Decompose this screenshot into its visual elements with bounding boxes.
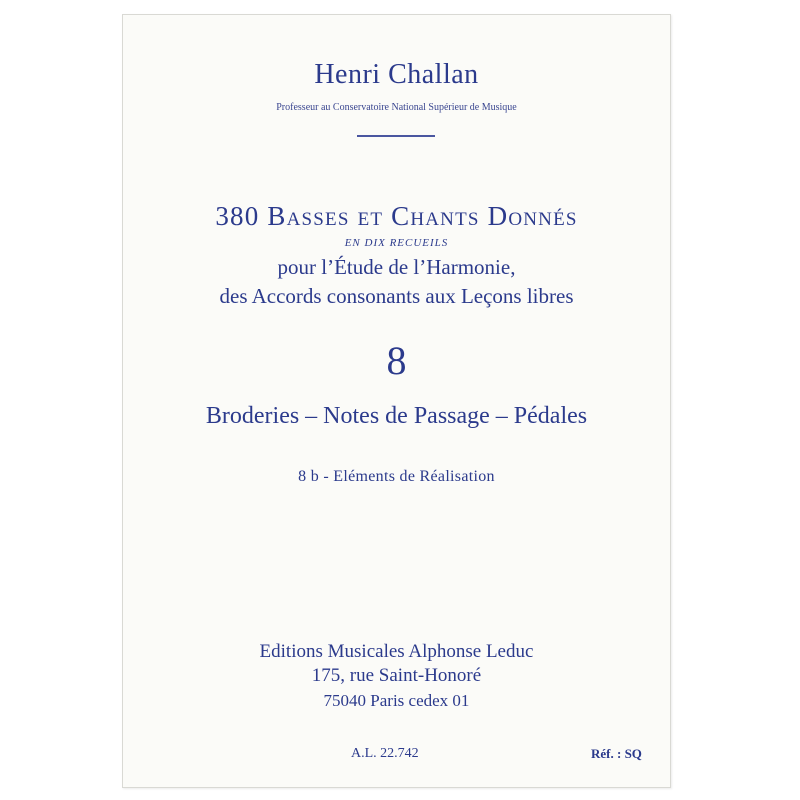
volume-number: 8 [386,338,407,383]
book-subtitle: EN DIX RECUEILS [344,237,449,249]
volume-topics: Broderies – Notes de Passage – Pédales [205,403,588,429]
score-cover [122,14,671,788]
reference-code: Réf. : SQ [591,746,642,761]
volume-part: 8 b - Eléments de Réalisation [298,468,495,485]
description-line-2: des Accords consonants aux Leçons libres [219,284,574,308]
description-line-1: pour l’Étude de l’Harmonie, [277,255,516,279]
catalog-number: A.L. 22.742 [351,746,419,761]
publisher-name: Editions Musicales Alphonse Leduc [259,641,534,662]
author-name: Henri Challan [314,59,479,90]
divider-rule [357,135,435,137]
book-title: 380 Basses et Chants Donnés [215,201,578,231]
author-affiliation: Professeur au Conservatoire National Supérieur de Musique [276,102,517,113]
publisher-city: 75040 Paris cedex 01 [323,691,470,710]
publisher-street: 175, rue Saint-Honoré [311,665,482,686]
